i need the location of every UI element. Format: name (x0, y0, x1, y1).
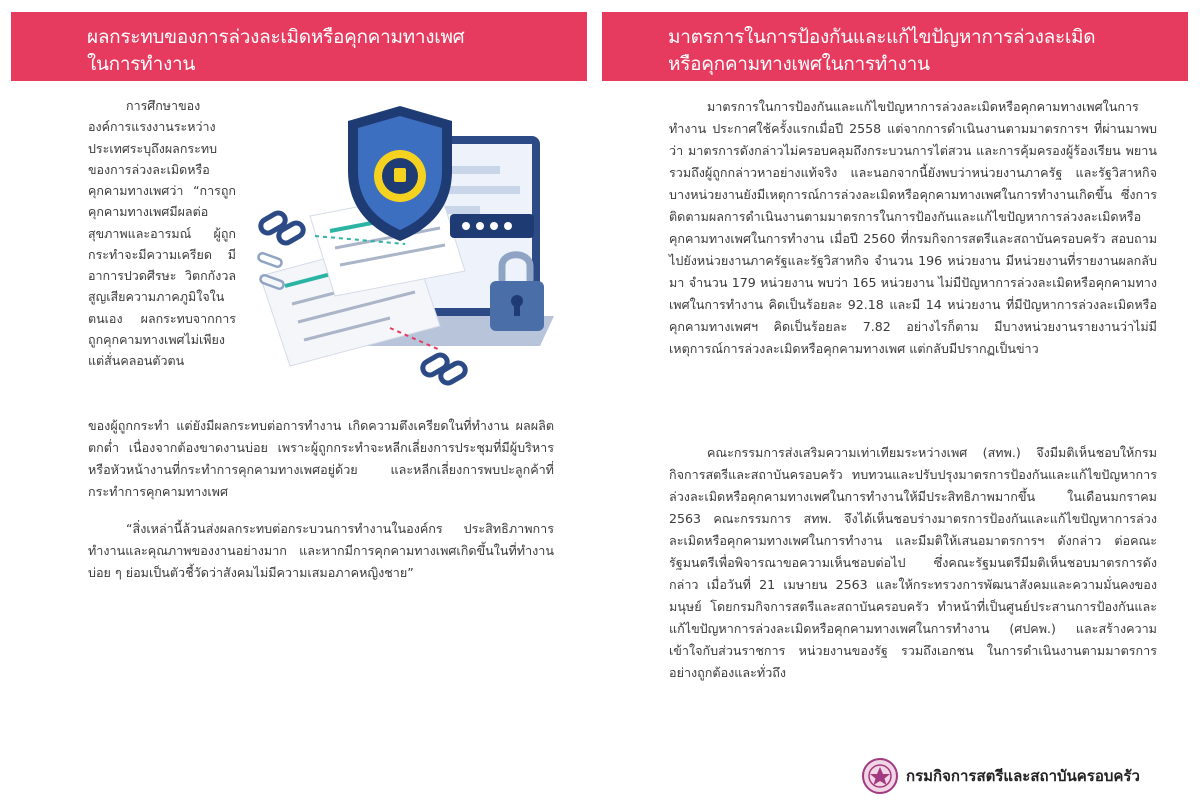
left-intro-paragraph: การศึกษาขององค์การแรงงานระหว่างประเทศระบุถึงผลกระทบของการล่วงละเมิดหรือคุกคามทางเพศว่า “การถูกคุกคามทางเพศมีผลต่อสุขภาพและอารมณ์ ผู้ถูกกระทำจะมีความเครียด มีอาการปวดศีรษะ วิตกกังวล สูญเสียความภาคภูมิใจในตนเอง ผลกระทบจากการถูกคุกคามทางเพศไม่เพียงแต่สั่นคลอนตัวตน (88, 98, 236, 368)
footer-organization (862, 756, 1140, 796)
organization-name: กรมกิจการสตรีและสถาบันครอบครัว (906, 767, 1140, 785)
left-section-heading (11, 12, 587, 81)
right-heading-line2: หรือคุกคามทางเพศในการทำงาน (668, 53, 930, 75)
security-illustration (240, 96, 554, 410)
right-section-heading (602, 12, 1188, 81)
right-paragraph-1: มาตรการในการป้องกันและแก้ไขปัญหาการล่วงละเมิดหรือคุกคามทางเพศในการทำงาน ประกาศใช้ครั้งแรกเมื่อปี 2558 แต่จากการดำเนินงานตามมาตรการฯ ที่ผ่านมาพบว่า มาตรการดังกล่าวไม่ครอบคลุมถึงกระบวนการไต่สวน และการคุ้มครองผู้ร้องเรียน พยาน รวมถึงผู้ถูกกล่าวหาอย่างแท้จริง และนอกจากนี้ยังพบว่าหน่วยงานภาครัฐ และรัฐวิสาหกิจบางหน่วยงานยังมีเหตุการณ์การล่วงละเมิดหรือคุกคามทางเพศในการทำงานเกิดขึ้น ซึ่งการติดตามผลการดำเนินงานตามมาตรการในการป้องกันและแก้ไขปัญหาการล่วงละเมิดหรือคุกคามทางเพศในการทำงาน เมื่อปี 2560 ที่กรมกิจการสตรีและสถาบันครอบครัว สอบถามไปยังหน่วยงานภาครัฐและรัฐวิสาหกิจ จำนวน 196 หน่วยงาน มีหน่วยงานที่รายงานผลกลับมา จำนวน 179 หน่วยงาน พบว่า 165 หน่วยงาน ไม่มีปัญหาการล่วงละเมิดหรือคุกคามทางเพศในการทำงาน คิดเป็นร้อยละ 92.18 และมี 14 หน่วยงาน ที่มีปัญหาการล่วงละเมิดหรือคุกคามทางเพศฯ คิดเป็นร้อยละ 7.82 อย่างไรก็ตาม มีบางหน่วยงานรายงานว่าไม่มีเหตุการณ์การล่วงละเมิดหรือคุกคามทางเพศ แต่กลับมีปรากฏเป็นข่าว (669, 99, 1157, 356)
left-continuation-paragraph: ของผู้ถูกกระทำ แต่ยังมีผลกระทบต่อการทำงาน เกิดความตึงเครียดในที่ทำงาน ผลผลิตตกต่ำ เนื่องจากต้องขาดงานบ่อย เพราะผู้ถูกกระทำจะหลีกเลี่ยงการประชุมที่มีผู้บริหารหรือหัวหน้างานที่กระทำการคุกคามทางเพศอยู่ด้วย และหลีกเลี่ยงการพบปะลูกค้าที่กระทำการคุกคามทางเพศ (88, 418, 554, 499)
right-paragraph-2: คณะกรรมการส่งเสริมความเท่าเทียมระหว่างเพศ (สทพ.) จึงมีมติเห็นชอบให้กรมกิจการสตรีและสถาบันครอบครัว ทบทวนและปรับปรุงมาตรการป้องกันและแก้ไขปัญหาการล่วงละเมิดหรือคุกคามทางเพศในการทำงานให้มีประสิทธิภาพมากขึ้น ในเดือนมกราคม 2563 คณะกรรมการ สทพ. จึงได้เห็นชอบร่างมาตรการป้องกันและแก้ไขปัญหาการล่วงละเมิดหรือคุกคามทางเพศในการทำงาน และมีมติให้เสนอมาตรการฯ ดังกล่าว ต่อคณะรัฐมนตรีเพื่อพิจารณาขอความเห็นชอบต่อไป ซึ่งคณะรัฐมนตรีมีมติเห็นชอบมาตรการดังกล่าว เมื่อวันที่ 21 เมษายน 2563 และให้กระทรวงการพัฒนาสังคมและความมั่นคงของมนุษย์ โดยกรมกิจการสตรีและสถาบันครอบครัว ทำหน้าที่เป็นศูนย์ประสานการป้องกันและแก้ไขปัญหาการล่วงละเมิดหรือคุกคามทางเพศในการทำงาน (ศปคพ.) และสร้างความเข้าใจกับส่วนราชการ หน่วยงานของรัฐ รวมถึงเอกชน ในการดำเนินงานตามมาตรการอย่างถูกต้องและทั่วถึง (669, 445, 1157, 680)
right-heading-line1: มาตรการในการป้องกันและแก้ไขปัญหาการล่วงละเมิด (668, 26, 1096, 48)
left-heading-line2: ในการทำงาน (87, 53, 196, 75)
left-quote-paragraph: “สิ่งเหล่านี้ล้วนส่งผลกระทบต่อกระบวนการทำงานในองค์กร ประสิทธิภาพการทำงานและคุณภาพของงานอย่างมาก และหากมีการคุกคามทางเพศเกิดขึ้นในที่ทำงานบ่อย ๆ ย่อมเป็นตัวชี้วัดว่าสังคมไม่มีความเสมอภาคหญิงชาย” (88, 521, 554, 580)
left-heading-line1: ผลกระทบของการล่วงละเมิดหรือคุกคามทางเพศ (87, 26, 465, 48)
org-seal-icon (862, 758, 898, 794)
password-field-icon (450, 214, 534, 238)
